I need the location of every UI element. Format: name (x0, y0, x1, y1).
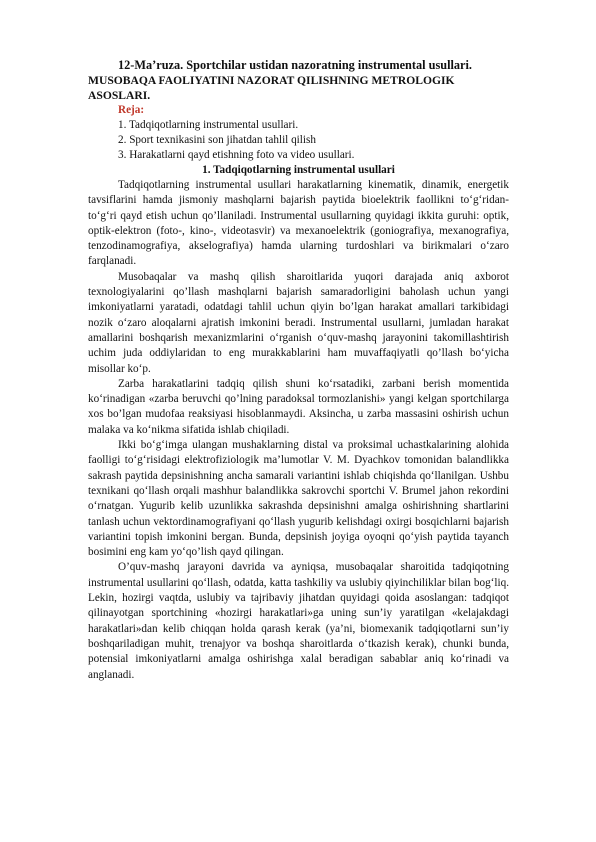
plan-label: Reja: (118, 104, 145, 116)
body-paragraph-5: O’quv-mashq jarayoni davrida va ayniqsa, musobaqalar sharoitida tadqiqotning instrumental usullarini qo‘llash, odatda, katta tashkiliy va uslubiy qiyinchiliklar bilan bog‘liq. Lekin, hozirgi vaqtda, uslubiy va tajribaviy jihatdan quyidagi qoida asoslangan: tadqiqot qilinayotgan sportchining «hozirgi harakatlari»ga uning sun’iy yaratilgan «kelajakdagi harakatlari»dan kelib chiqqan holda qarash kerak (ya’ni, biomexanik tadqiqotlarni sun’iy boshqariladigan muhit, trenajyor va boshqa sharoitlarda o‘tkazish kerak), chunki bunda, potensial imkoniyatlarni amalga oshirishga xalal beradigan sabablar aniq ko‘rinadi va anglanadi. (88, 561, 509, 681)
body-paragraph-3: Zarba harakatlarini tadqiq qilish shuni ko‘rsatadiki, zarbani berish momentida ko‘rinadigan «zarba beruvchi qo’lning paradoksal tormozlanishi» yangi kelgan sportchilarga xos bo’lgan mudofaa reaksiyasi hisoblanmaydi. Aksincha, u zarba massasini oshirish uchun malaka va ko‘nikma sifatida ishlab chiqiladi. (88, 377, 509, 436)
plan-item-3: 3. Harakatlarni qayd etishning foto va video usullari. (118, 149, 355, 161)
section-heading: 1. Tadqiqotlarning instrumental usullari (202, 164, 395, 176)
lecture-subtitle: MUSOBAQA FAOLIYATINI NAZORAT QILISHNING METROLOGIK ASOSLARI. (88, 74, 455, 102)
body-paragraph-4: Ikki bo‘g‘imga ulangan mushaklarning distal va proksimal uchastkalarining alohida faolligi to‘g‘risidagi elektrofiziologik ma’lumotlar V. M. Dyachkov tomonidan balandlikka sakrash paytida depsinishning ancha samarali variantini ishlab chiqishda qo‘llanilgan. Ushbu texnikani qo‘llash orqali mashhur balandlikka sakrovchi sportchi V. Brumel jahon rekordini o‘rnatgan. Yugurib kelib uzunlikka sakrashda depsinishni amalga oshirishning shartlarini tanlash uchun vektordinamografiyani qo‘llash yugurib kelishdagi oxirgi bosqichlarni bajarish variantini topish imkonini bergan. Bunda, depsinish joyiga oyoqni qo‘yish paytida tayanch bosimini eng kam yo‘qo’lish qayd qilingan. (88, 439, 509, 559)
body-paragraph-2: Musobaqalar va mashq qilish sharoitlarida yuqori darajada aniq axborot texnologiyalarini qo’llash mashqlarni bajarish samaradorligini baholash uchun yangi imkoniyatlarni yaratadi, odatdagi tahlil uchun qiyin bo’lgan harakat amallari tarkibidagi nozik o‘zaro aloqalarni ajratish imkonini beradi. Instrumental usullarni, jumladan harakat amallarini boshqarish mexanizmlarini o‘rganish o‘quv-mashq jarayonini takomillashtirish uchim juda oddiylaridan to eng murakkablarini ham muvaffaqiyatli qo’llash bo‘yicha misollar ko‘p. (88, 270, 509, 375)
body-paragraph-1: Tadqiqotlarning instrumental usullari harakatlarning kinematik, dinamik, energetik tavsiflarini hamda jismoniy mashqlarni bajarish paytida bioelektrik faollikni to‘g‘ridan-to‘g‘ri qayd etish uchun qo’llaniladi. Instrumental usullarning quyidagi ikkita guruhi: optik, optik-elektron (foto-, kino-, videotasvir) va mexanoelektrik (goniografiya, mexanografiya, tenzodinamografiya, akselografiya) hamda ularning turdoshlari va birikmalari o‘zaro farqlanadi. (88, 179, 509, 268)
lecture-title: 12-Ma’ruza. Sportchilar ustidan nazoratning instrumental usullari. (118, 58, 473, 72)
plan-item-1: 1. Tadqiqotlarning instrumental usullari. (118, 119, 299, 131)
page-content (88, 58, 509, 683)
plan-item-2: 2. Sport texnikasini son jihatdan tahlil qilish (118, 134, 316, 146)
